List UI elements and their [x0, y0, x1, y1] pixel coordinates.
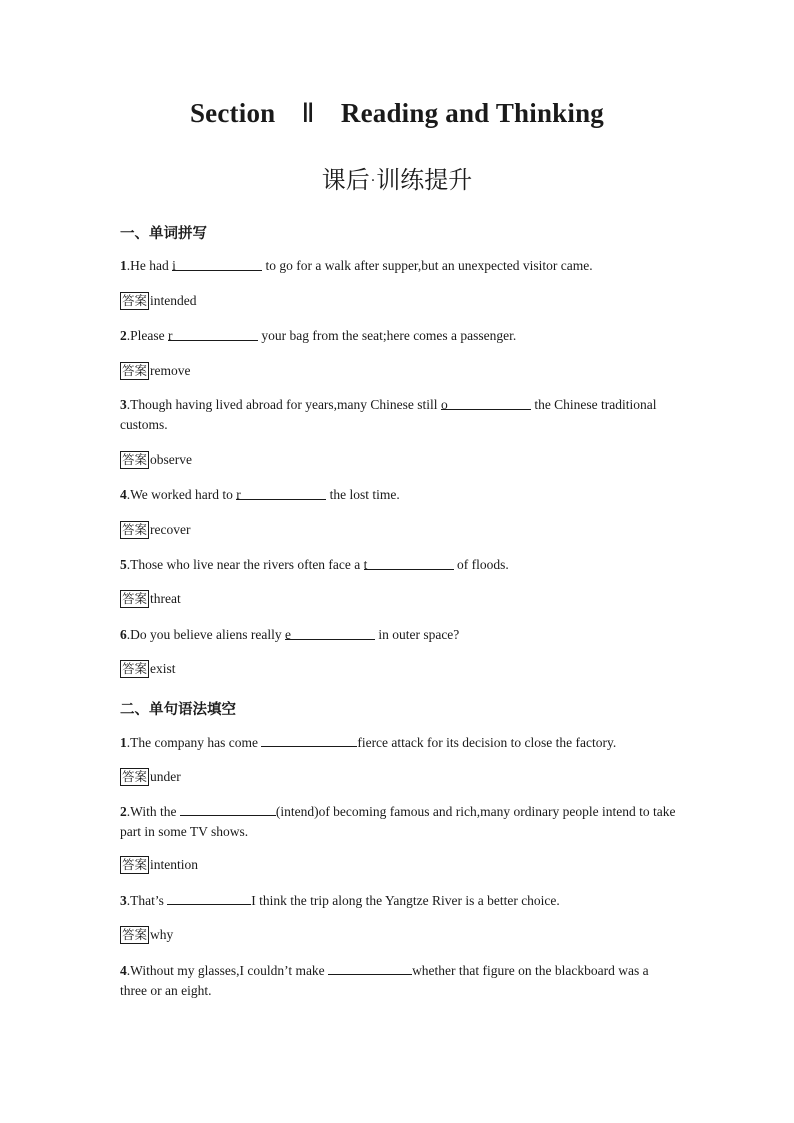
question-vocab-5 [120, 555, 676, 575]
answer-text: threat [150, 591, 181, 606]
question-vocab-4 [120, 485, 676, 505]
question-number: 3 [120, 893, 127, 908]
title-name: Reading and Thinking [340, 98, 605, 128]
question-text-before: .Do you believe aliens really [126, 627, 285, 642]
question-vocab-3 [120, 395, 676, 435]
answer-blank[interactable] [261, 732, 357, 747]
answer-blank[interactable] [167, 890, 251, 905]
answer-text: exist [150, 661, 176, 676]
answer-blank[interactable] [180, 801, 276, 816]
answer-grammar-2 [120, 856, 198, 874]
question-number: 1 [120, 258, 127, 273]
answer-tag: 答案 [122, 661, 148, 676]
answer-blank[interactable] [236, 485, 326, 500]
question-text-after: the Chinese traditional customs. [120, 397, 657, 432]
question-text-before: .Though having lived abroad for years,many Chinese still [126, 397, 441, 412]
answer-blank[interactable] [364, 555, 454, 570]
question-number: 4 [120, 963, 127, 978]
question-grammar-1 [120, 732, 676, 753]
question-number: 2 [120, 804, 127, 819]
section-heading-grammar: 二、单句语法填空 [120, 702, 236, 718]
answer-tag: 答案 [122, 769, 148, 784]
hint-letter: e [284, 627, 291, 642]
question-number: 5 [120, 557, 127, 572]
question-number: 1 [120, 735, 127, 750]
subtitle-dot: · [370, 173, 376, 189]
answer-tag: 答案 [122, 522, 148, 537]
question-text-after: fierce attack for its decision to close the factory. [357, 735, 617, 750]
answer-tag: 答案 [122, 363, 148, 378]
question-text-before: .Without my glasses,I couldn’t make [126, 963, 329, 978]
answer-text: intention [150, 857, 199, 872]
answer-text: observe [150, 452, 192, 467]
question-grammar-2 [120, 801, 676, 842]
question-number: 3 [120, 397, 127, 412]
question-text-after: to go for a walk after supper,but an unexpected visitor came. [262, 258, 593, 273]
answer-tag: 答案 [122, 591, 148, 606]
answer-tag: 答案 [122, 857, 148, 872]
section-heading-vocabulary: 一、单词拼写 [120, 226, 207, 242]
question-text-before: .We worked hard to [126, 487, 237, 502]
answer-text: remove [150, 363, 191, 378]
answer-tag: 答案 [122, 927, 148, 942]
answer-grammar-1 [120, 768, 181, 786]
question-text-after: whether that figure on the blackboard was a three or an eight. [120, 963, 649, 998]
title-numeral: Ⅱ [301, 98, 315, 128]
subtitle-left: 课后 [321, 166, 370, 194]
title-section: Section [189, 98, 276, 128]
answer-text: why [150, 927, 174, 942]
hint-letter: i [172, 258, 176, 273]
hint-letter: o [440, 397, 448, 412]
question-text-before: .That’s [126, 893, 168, 908]
answer-vocab-1 [120, 292, 197, 310]
question-number: 4 [120, 487, 127, 502]
question-text-before: .The company has come [126, 735, 262, 750]
question-number: 2 [120, 328, 127, 343]
question-grammar-3 [120, 890, 676, 911]
question-text-after: the lost time. [326, 487, 400, 502]
subtitle-right: 训练提升 [376, 166, 473, 194]
question-text-before: .Please [126, 328, 168, 343]
answer-blank[interactable] [328, 960, 412, 975]
answer-vocab-3 [120, 451, 192, 469]
question-text-before: .Those who live near the rivers often face a [126, 557, 364, 572]
page-title [0, 98, 794, 129]
question-text-after: I think the trip along the Yangtze River is a better choice. [251, 893, 560, 908]
answer-vocab-4 [120, 521, 190, 539]
question-text-after: of floods. [453, 557, 509, 572]
answer-grammar-3 [120, 926, 173, 944]
question-grammar-4 [120, 960, 676, 1001]
question-number: 6 [120, 627, 127, 642]
question-vocab-1 [120, 256, 676, 276]
question-text-after: (intend)of becoming famous and rich,many ordinary people intend to take part in some TV shows. [120, 804, 676, 839]
question-text-before: .With the [126, 804, 180, 819]
page-subtitle [0, 160, 794, 195]
answer-vocab-6 [120, 660, 176, 678]
answer-blank[interactable] [168, 326, 258, 341]
answer-tag: 答案 [122, 452, 148, 467]
answer-text: under [150, 769, 181, 784]
answer-blank[interactable] [285, 625, 375, 640]
question-text-after: your bag from the seat;here comes a passenger. [258, 328, 517, 343]
answer-text: recover [150, 522, 191, 537]
question-text-before: .He had [126, 258, 173, 273]
answer-blank[interactable] [441, 395, 531, 410]
answer-vocab-2 [120, 362, 191, 380]
hint-letter: t [363, 557, 368, 572]
answer-vocab-5 [120, 590, 181, 608]
hint-letter: r [236, 487, 241, 502]
answer-blank[interactable] [172, 256, 262, 271]
question-text-after: in outer space? [374, 627, 460, 642]
question-vocab-2 [120, 326, 676, 346]
answer-tag: 答案 [122, 293, 148, 308]
hint-letter: r [168, 328, 173, 343]
question-vocab-6 [120, 625, 676, 645]
answer-text: intended [150, 293, 197, 308]
